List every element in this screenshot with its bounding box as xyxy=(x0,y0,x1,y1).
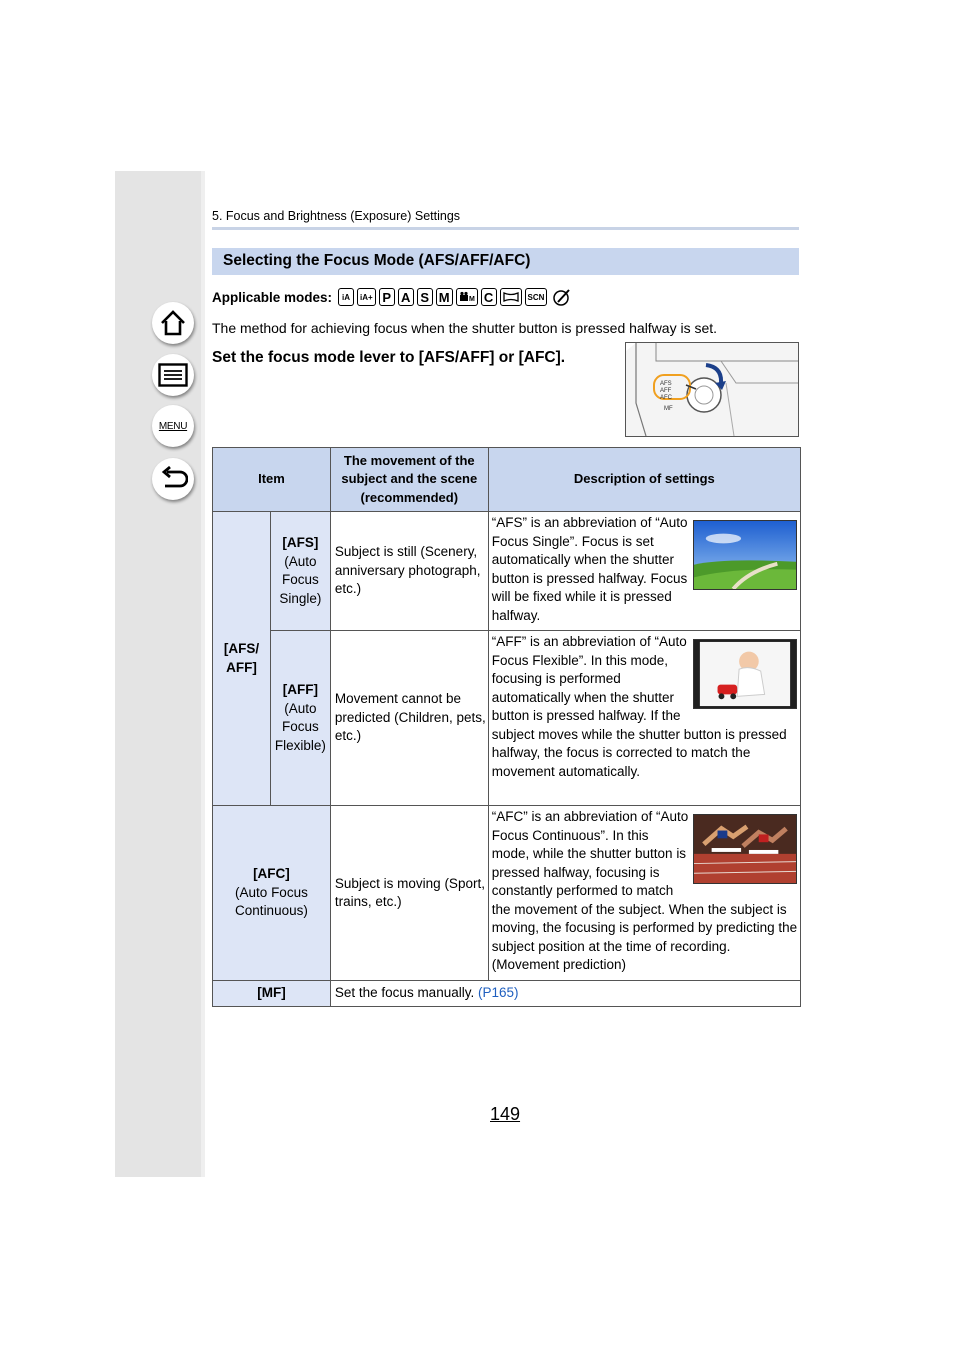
svg-text:AFC: AFC xyxy=(660,395,672,401)
svg-text:AFS: AFS xyxy=(660,381,672,387)
focus-lever-illustration xyxy=(625,342,799,437)
back-button[interactable] xyxy=(152,458,194,500)
svg-text:AFF: AFF xyxy=(660,388,672,394)
header-item: Item xyxy=(213,448,331,512)
afc-label: [AFC] xyxy=(253,866,290,882)
mode-icon-scn: SCN xyxy=(525,288,548,306)
header-description: Description of settings xyxy=(488,448,800,512)
mode-icon-creative xyxy=(550,288,574,306)
table-row-afs xyxy=(213,512,801,631)
aff-label: [AFF] xyxy=(282,682,319,697)
intro-text: The method for achieving focus when the shutter button is pressed halfway is set. xyxy=(212,320,718,336)
aff-description-cell xyxy=(488,631,800,806)
focus-mode-table xyxy=(212,447,801,1007)
mode-icon-s: S xyxy=(417,288,433,306)
sidebar-edge xyxy=(201,171,205,1177)
home-button[interactable] xyxy=(152,302,194,344)
table-row-aff xyxy=(213,631,801,806)
page-link-p165[interactable]: (P165) xyxy=(477,985,519,1001)
afc-sub: (Auto Focus Continuous) xyxy=(235,884,308,919)
section-header xyxy=(212,248,799,275)
table-row-afc xyxy=(213,806,801,981)
mode-icon-panorama xyxy=(500,288,522,306)
mode-icon-a: A xyxy=(398,288,414,306)
afs-description-cell xyxy=(488,512,800,631)
mode-icon-movie xyxy=(456,288,478,306)
mode-icon-m: M xyxy=(436,288,453,306)
applicable-modes xyxy=(212,287,577,307)
contents-button[interactable] xyxy=(152,354,194,396)
mf-description: Set the focus manually. xyxy=(334,985,475,1001)
menu-button[interactable] xyxy=(152,405,194,447)
child-photo xyxy=(693,639,797,709)
group-afs-aff: [AFS/ AFF] xyxy=(213,512,271,806)
mode-icon-ia-plus: iA+ xyxy=(357,288,376,306)
back-arrow-icon xyxy=(158,466,188,492)
aff-movement: Movement cannot be predicted (Children, pets, etc.) xyxy=(330,631,488,806)
header-movement: The movement of the subject and the scene (recommended) xyxy=(330,448,488,512)
mf-description-cell xyxy=(330,981,800,1007)
afc-movement: Subject is moving (Sport, trains, etc.) xyxy=(330,806,488,981)
page-number: 149 xyxy=(490,1104,521,1124)
scenery-photo xyxy=(693,520,797,590)
hurdles-photo xyxy=(693,814,797,884)
mode-icon-c: C xyxy=(481,288,497,306)
item-afc xyxy=(213,806,331,981)
table-header-row xyxy=(213,448,801,512)
aff-sub: (Auto Focus Flexible) xyxy=(274,700,326,753)
section-title: Selecting the Focus Mode (AFS/AFF/AFC) xyxy=(223,252,531,269)
afs-description: “AFS” is an abbreviation of “Auto Focus Single”. Focus is set automatically when the shutter button is pressed halfway. Focus will be fixed while it is pressed halfway. xyxy=(491,515,688,623)
menu-label: MENU xyxy=(158,420,188,432)
mode-icon-ia: iA xyxy=(338,288,354,306)
svg-text:M: M xyxy=(468,296,475,303)
aff-description: “AFF” is an abbreviation of “Auto Focus Flexible”. In this mode, focusing is performed automatically when the shutter button is pressed halfway. If the subject moves while the shutter button is pressed halfway, the focus is corrected to match the movement automatically. xyxy=(491,634,787,779)
step-instruction: Set the focus mode lever to [AFS/AFF] or [AFC]. xyxy=(212,349,566,366)
mode-icon-p: P xyxy=(379,288,395,306)
home-icon xyxy=(159,309,187,337)
breadcrumb: 5. Focus and Brightness (Exposure) Settings xyxy=(212,209,461,223)
afs-movement: Subject is still (Scenery, anniversary photograph, etc.) xyxy=(330,512,488,631)
list-icon xyxy=(158,363,188,387)
svg-text:MF: MF xyxy=(664,406,673,412)
applicable-modes-label: Applicable modes: xyxy=(212,289,333,305)
breadcrumb-rule xyxy=(212,227,799,230)
table-row-mf xyxy=(213,981,801,1007)
afs-label: [AFS] xyxy=(282,535,319,550)
afc-description-cell xyxy=(488,806,800,981)
item-afs xyxy=(270,512,330,631)
afc-description: “AFC” is an abbreviation of “Auto Focus Continuous”. In this mode, while the shutter button is pressed halfway, focusing is constantly performed to match the movement of the subject. When the subject is moving, the focusing is performed by predicting the subject position at the time of recording. (Movement prediction) xyxy=(491,809,798,972)
afs-sub: (Auto Focus Single) xyxy=(279,553,322,606)
item-mf: [MF] xyxy=(213,981,331,1007)
item-aff xyxy=(270,631,330,806)
